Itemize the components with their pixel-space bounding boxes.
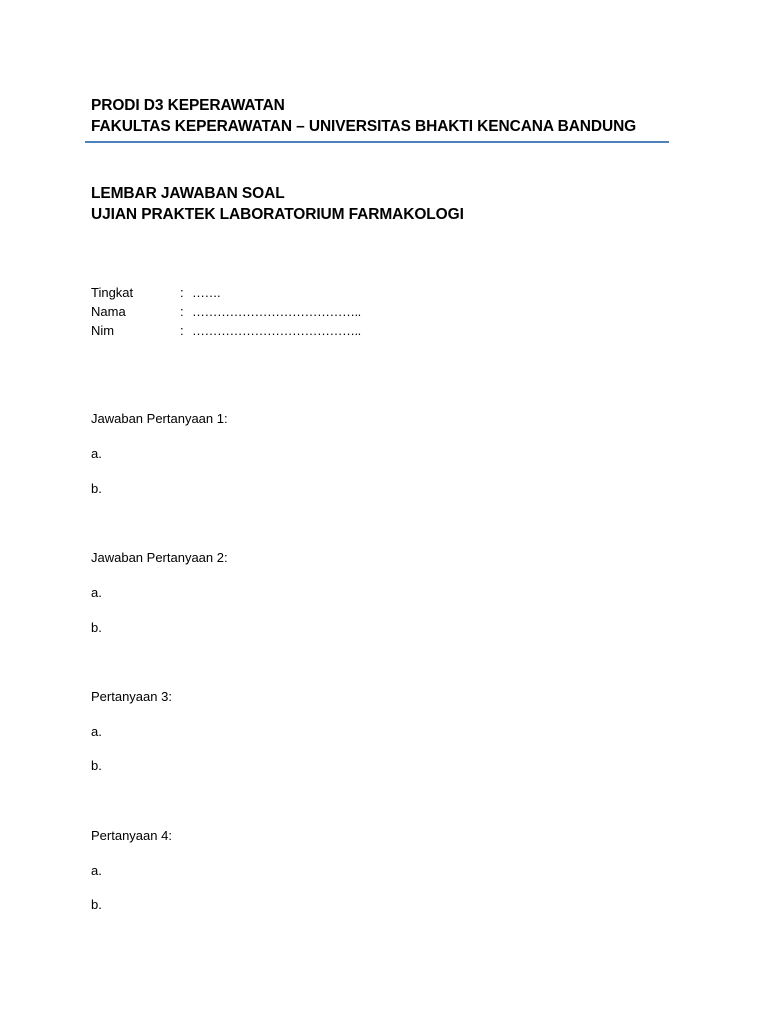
nim-blank: ………………………………….. — [192, 323, 361, 338]
answer-option-a: a. — [91, 863, 102, 878]
nama-label: Nama — [91, 304, 126, 319]
tingkat-colon: : — [180, 285, 184, 300]
nama-blank: ………………………………….. — [192, 304, 361, 319]
answer-option-a: a. — [91, 446, 102, 461]
nim-label: Nim — [91, 323, 115, 338]
title-line-2: UJIAN PRAKTEK LABORATORIUM FARMAKOLOGI — [91, 206, 464, 223]
tingkat-label: Tingkat — [91, 285, 134, 300]
program-name: PRODI D3 KEPERAWATAN — [91, 97, 285, 114]
document-title — [91, 183, 681, 225]
identity-row-tingkat — [91, 283, 491, 302]
answer-option-a: a. — [91, 585, 102, 600]
identity-fields — [91, 283, 491, 340]
answer-option-b: b. — [91, 620, 102, 635]
header-divider — [85, 141, 669, 143]
answer-option-b: b. — [91, 897, 102, 912]
question-title: Jawaban Pertanyaan 2: — [91, 550, 228, 565]
answer-option-b: b. — [91, 481, 102, 496]
question-title: Pertanyaan 3: — [91, 689, 172, 704]
question-title: Jawaban Pertanyaan 1: — [91, 411, 228, 426]
title-line-1: LEMBAR JAWABAN SOAL — [91, 185, 285, 202]
answer-option-b: b. — [91, 758, 102, 773]
question-title: Pertanyaan 4: — [91, 828, 172, 843]
identity-row-nama — [91, 302, 491, 321]
identity-row-nim — [91, 321, 491, 340]
nim-colon: : — [180, 323, 184, 338]
faculty-name: FAKULTAS KEPERAWATAN – UNIVERSITAS BHAKTI KENCANA BANDUNG — [91, 118, 637, 135]
answer-option-a: a. — [91, 724, 102, 739]
tingkat-blank: ……. — [192, 285, 221, 300]
document-header — [91, 95, 681, 137]
nama-colon: : — [180, 304, 184, 319]
